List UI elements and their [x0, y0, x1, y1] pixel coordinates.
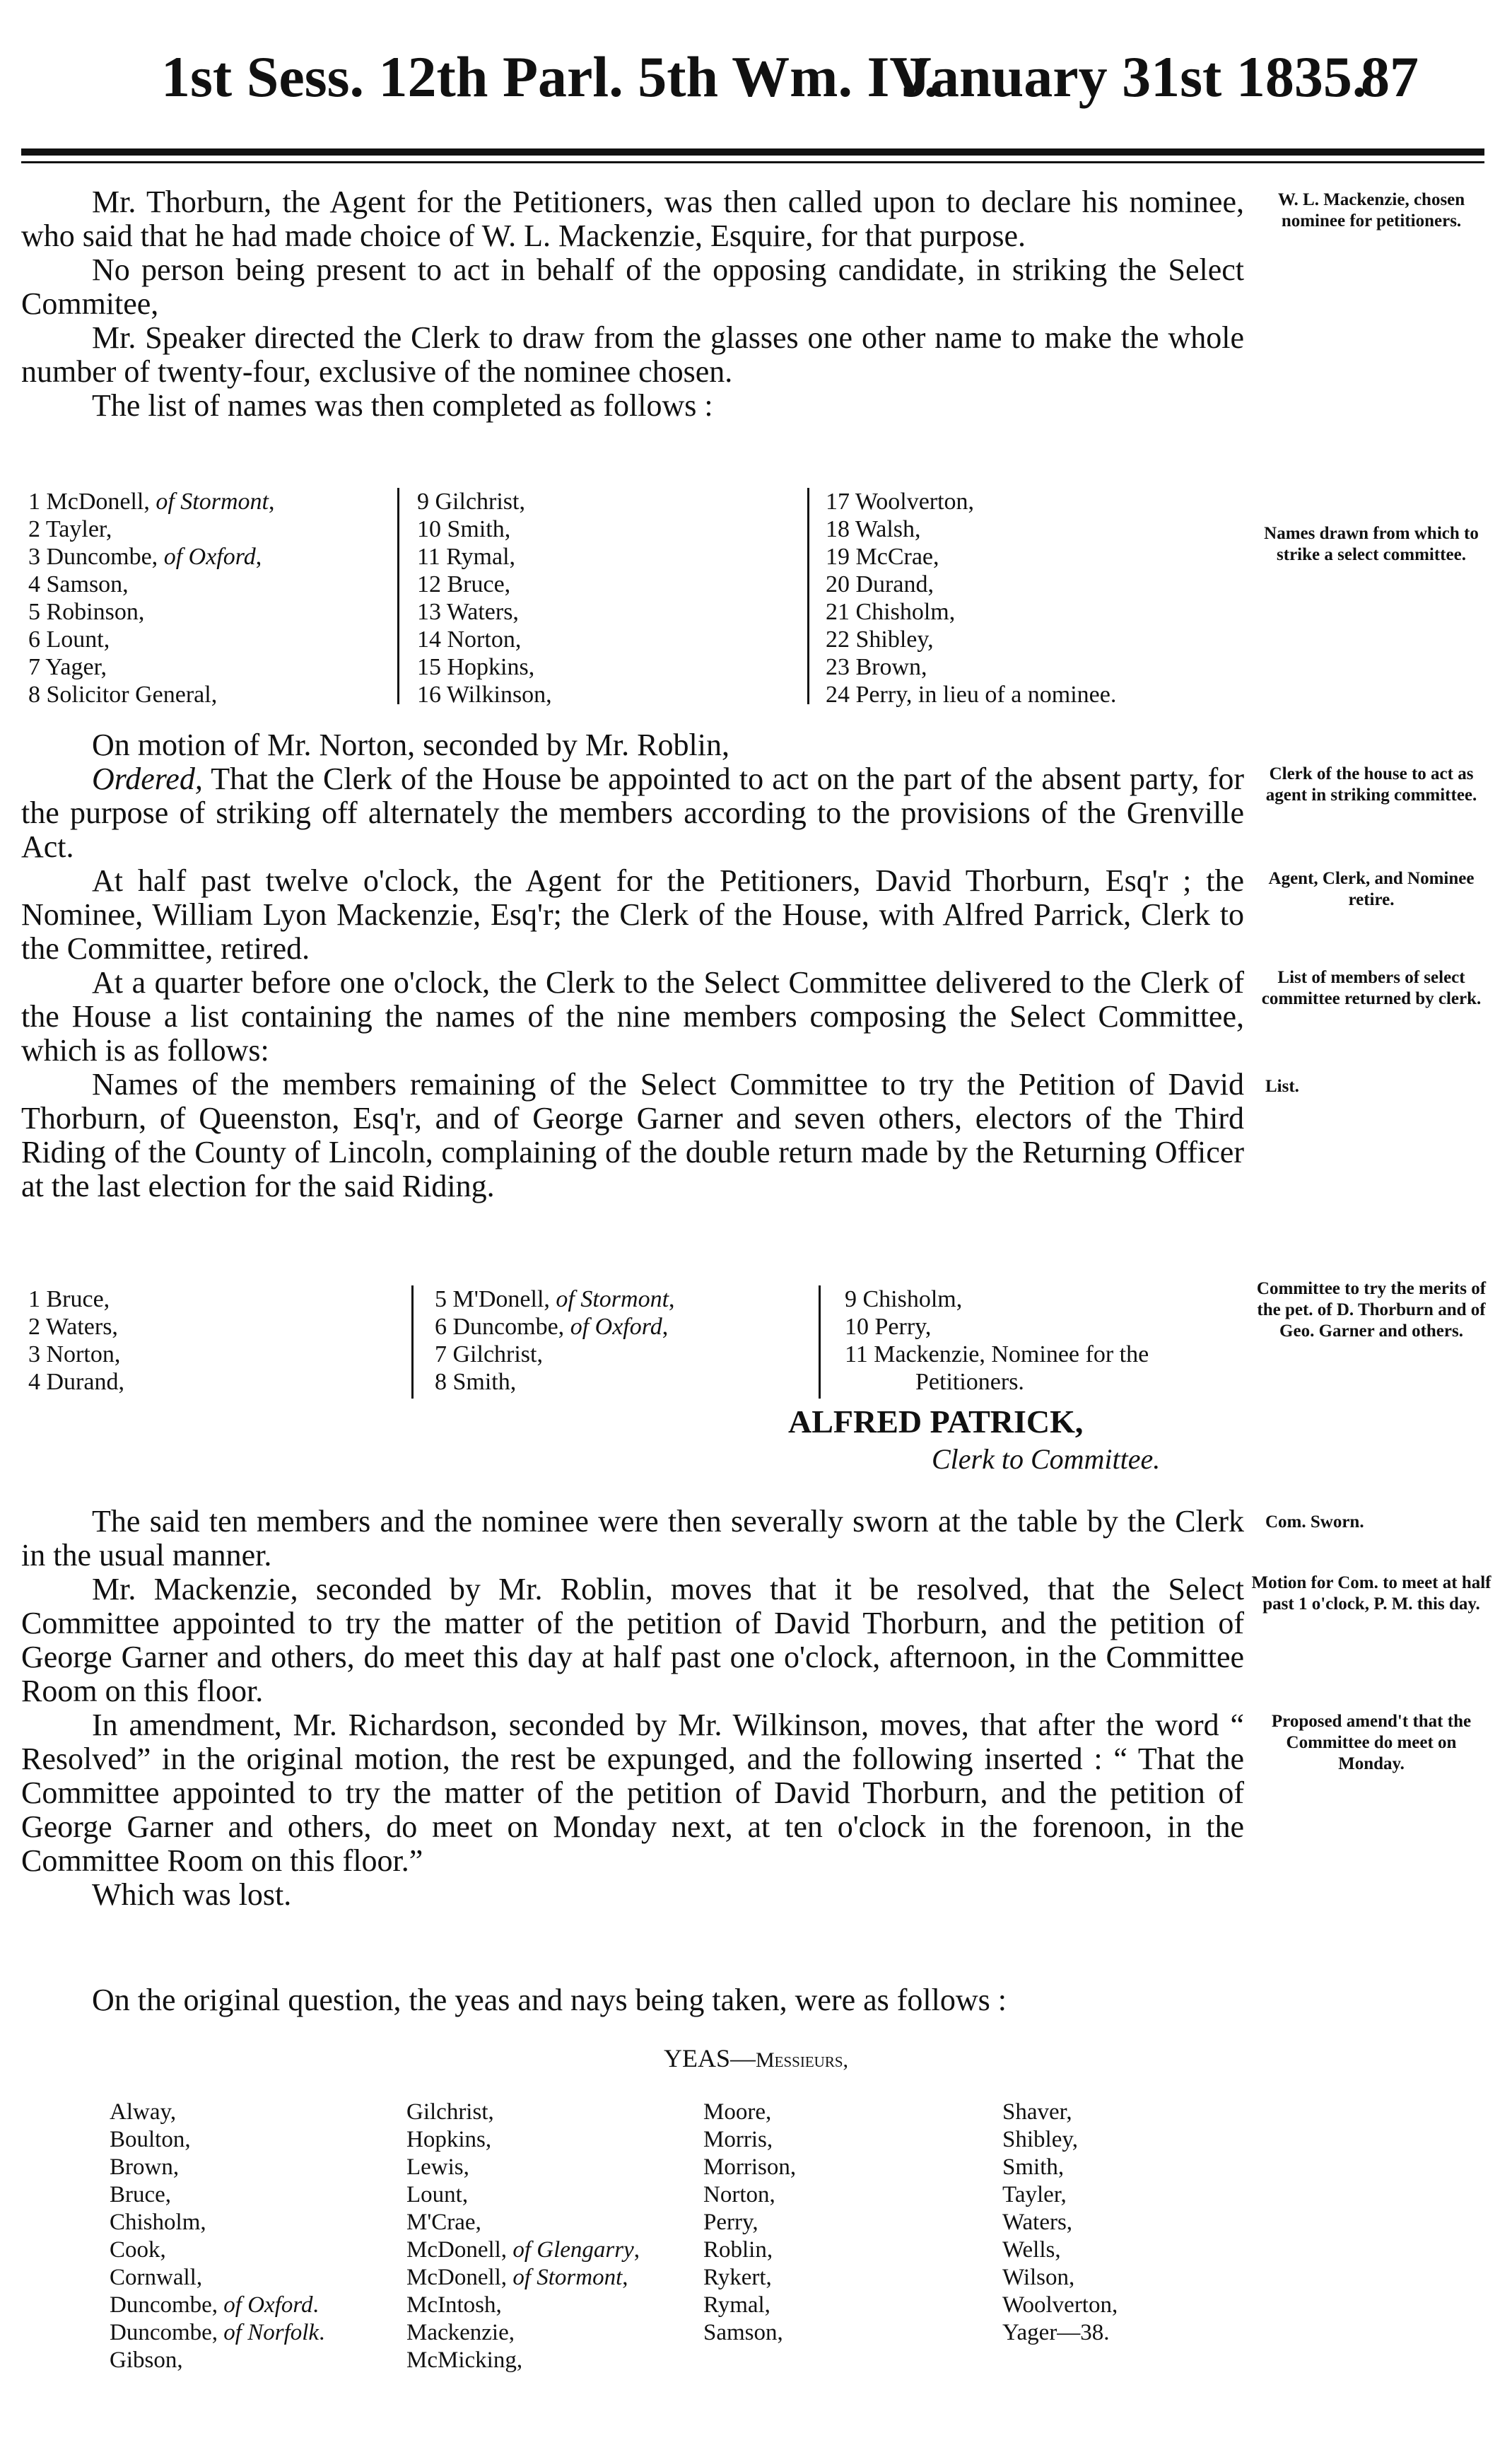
list-item: 11 Mackenzie, Nominee for the: [845, 1341, 1149, 1367]
list-item: 1 Bruce,: [28, 1286, 110, 1312]
list-item: 3 Norton,: [28, 1341, 121, 1367]
list-item: 19 McCrae,: [826, 544, 939, 570]
list-item: 3 Duncombe, of Oxford,: [28, 544, 262, 570]
list-item: 9 Chisholm,: [845, 1286, 963, 1312]
list-item: 15 Hopkins,: [417, 654, 535, 680]
list-item: 21 Chisholm,: [826, 599, 956, 625]
margin-note-nominee: W. L. Mackenzie, chosen nominee for petitioners.: [1277, 190, 1465, 231]
yeas-col3: [703, 2099, 796, 2347]
list-item: Rymal,: [703, 2292, 770, 2318]
list-item: Waters,: [1002, 2210, 1073, 2235]
yeas-col1: [110, 2099, 324, 2374]
list-divider: [397, 488, 399, 704]
list-item: 6 Lount,: [28, 626, 110, 653]
list-item: 9 Gilchrist,: [417, 489, 525, 515]
motion-text: [21, 728, 1244, 1203]
margin-note-list: List.: [1265, 1077, 1299, 1096]
yeas-messieurs: Messieurs,: [755, 2048, 849, 2072]
list-item: Tayler,: [1002, 2182, 1067, 2207]
list-item: 2 Tayler,: [28, 516, 112, 542]
list-item: Samson,: [703, 2320, 783, 2345]
paragraph-original-question: On the original question, the yeas and nays being taken, were as follows :: [92, 1983, 1007, 2017]
header-rule-thin: [21, 161, 1484, 163]
ordered-lead: Ordered,: [92, 762, 203, 796]
list-item: 4 Durand,: [28, 1369, 124, 1395]
list-item: M'Crae,: [406, 2210, 481, 2235]
list-item: McMicking,: [406, 2347, 523, 2373]
committee-list-col1: [28, 1285, 124, 1396]
session-title: 1st Sess. 12th Parl. 5th Wm. IV.: [161, 45, 939, 109]
list-item: Moore,: [703, 2099, 772, 2125]
ordered-body: That the Clerk of the House be appointed to act on the part of the absent party, for the purpose of striking off alternately the members according to the provisions of the Grenville Act.: [21, 762, 1244, 864]
list-item: Woolverton,: [1002, 2292, 1118, 2318]
list-item: Morris,: [703, 2127, 773, 2152]
paragraph-nominee: Mr. Thorburn, the Agent for the Petitioners, was then called upon to declare his nominee, who said that he had made choice of W. L. Mackenzie, Esquire, for that purpose.: [21, 185, 1244, 253]
list-item: 12 Bruce,: [417, 571, 511, 597]
list-item: 1 McDonell, of Stormont,: [28, 489, 275, 515]
margin-note-names-drawn: Names drawn from which to strike a select committee.: [1264, 524, 1479, 564]
list-divider: [411, 1285, 414, 1399]
yeas-label: YEAS—: [663, 2044, 756, 2072]
list-item: 22 Shibley,: [826, 626, 934, 653]
signature-name: ALFRED PATRICK,: [788, 1404, 1084, 1440]
list-item: 8 Solicitor General,: [28, 682, 218, 708]
list-item: 2 Waters,: [28, 1314, 118, 1340]
list-item: Hopkins,: [406, 2127, 492, 2152]
original-question-text: [21, 1983, 1244, 2017]
list-item: 18 Walsh,: [826, 516, 921, 542]
sworn-text: [21, 1505, 1244, 1912]
margin-note-retire: Agent, Clerk, and Nominee retire.: [1268, 869, 1475, 909]
list-item: 10 Smith,: [417, 516, 511, 542]
list-item: McDonell, of Glengarry,: [406, 2237, 640, 2263]
list-divider: [819, 1285, 821, 1399]
margin-note-sworn: Com. Sworn.: [1265, 1512, 1364, 1532]
list-item: Lewis,: [406, 2154, 469, 2180]
list-item: Boulton,: [110, 2127, 191, 2152]
list-item: 13 Waters,: [417, 599, 519, 625]
list-item: Brown,: [110, 2154, 180, 2180]
list-item: Morrison,: [703, 2154, 797, 2180]
paragraph-no-person: No person being present to act in behalf of the opposing candidate, in striking the Select Commitee,: [21, 252, 1244, 321]
paragraph-sworn: The said ten members and the nominee were then severally sworn at the table by the Clerk in the usual manner.: [21, 1504, 1244, 1573]
list-item: Shaver,: [1002, 2099, 1072, 2125]
margin-note-motion-half-past: Motion for Com. to meet at half past 1 o'clock, P. M. this day.: [1251, 1573, 1492, 1614]
list-item: 20 Durand,: [826, 571, 934, 597]
list-item: Duncombe, of Oxford.: [110, 2292, 319, 2318]
margin-note-amendment-monday: Proposed amend't that the Committee do meet on Monday.: [1271, 1712, 1472, 1773]
committee-list-col2: [435, 1285, 675, 1396]
list-item: Wells,: [1002, 2237, 1061, 2263]
list-item: Shibley,: [1002, 2127, 1078, 2152]
page-header: [0, 44, 1512, 115]
signature-title: Clerk to Committee.: [932, 1443, 1161, 1475]
yeas-col2: [406, 2099, 640, 2374]
list-item: Alway,: [110, 2099, 177, 2125]
list-item: Bruce,: [110, 2182, 172, 2207]
list-item: 4 Samson,: [28, 571, 129, 597]
names-list-col3: [826, 488, 1116, 708]
list-item: Duncombe, of Norfolk.: [110, 2320, 325, 2345]
list-item: Rykert,: [703, 2265, 772, 2290]
paragraph-ordered: [21, 762, 1244, 864]
list-item: Gibson,: [110, 2347, 183, 2373]
paragraph-retired: At half past twelve o'clock, the Agent for the Petitioners, David Thorburn, Esq'r ; the Nominee, William Lyon Mackenzie, Esq'r; the Clerk of the House, with Alfred Parrick, Clerk to the Committee, retired.: [21, 863, 1244, 966]
list-item: McDonell, of Stormont,: [406, 2265, 628, 2290]
names-list-col1: [28, 488, 274, 708]
opening-text: [21, 185, 1244, 423]
paragraph-motion-norton: On motion of Mr. Norton, seconded by Mr. Roblin,: [92, 728, 729, 762]
list-item: 11 Rymal,: [417, 544, 516, 570]
header-rule-thick: [21, 148, 1484, 156]
list-item: 5 Robinson,: [28, 599, 145, 625]
list-item: 23 Brown,: [826, 654, 927, 680]
list-item: 24 Perry, in lieu of a nominee.: [826, 682, 1117, 708]
paragraph-amendment: In amendment, Mr. Richardson, seconded by Mr. Wilkinson, moves, that after the word “ Resolved” in the original motion, the rest be expunged, and the following inserted : “ That the Committee appointed to try the matter of the petition of David Thorburn, and the petition of George Garner and others, do meet on Monday next, at ten o'clock in the forenoon, in the Committee Room on this floor.”: [21, 1708, 1244, 1878]
list-item: Wilson,: [1002, 2265, 1075, 2290]
margin-note-committee-merits: Committee to try the merits of the pet. of D. Thorburn and of Geo. Garner and others.: [1256, 1279, 1487, 1341]
margin-note-clerk-agent: Clerk of the house to act as agent in striking committee.: [1265, 764, 1477, 805]
list-item: McIntosh,: [406, 2292, 502, 2318]
list-divider: [807, 488, 809, 704]
list-item: Chisholm,: [110, 2210, 206, 2235]
list-item: 17 Woolverton,: [826, 489, 975, 515]
list-item: 7 Gilchrist,: [435, 1341, 543, 1367]
names-list-col2: [417, 488, 552, 708]
list-item: Perry,: [703, 2210, 758, 2235]
list-item: 14 Norton,: [417, 626, 522, 653]
page-number: 87: [1361, 45, 1419, 109]
paragraph-list-intro: The list of names was then completed as follows :: [92, 388, 713, 423]
list-item: 6 Duncombe, of Oxford,: [435, 1314, 669, 1340]
list-item: Cornwall,: [110, 2265, 203, 2290]
list-item: Smith,: [1002, 2154, 1065, 2180]
yeas-col4: [1002, 2099, 1118, 2347]
list-item: 5 M'Donell, of Stormont,: [435, 1286, 675, 1312]
list-item: Yager—38.: [1002, 2320, 1110, 2345]
paragraph-quarter-before: At a quarter before one o'clock, the Clerk to the Select Committee delivered to the Clerk of the House a list containing the names of the nine members composing the Select Committee, which is as follows:: [21, 965, 1244, 1068]
list-item: 7 Yager,: [28, 654, 107, 680]
paragraph-mackenzie-motion: Mr. Mackenzie, seconded by Mr. Roblin, moves that it be resolved, that the Select Committee appointed to try the matter of the petition of David Thorburn, and the petition of George Garner and others, do meet this day at half past one o'clock, afternoon, in the Committee Room on this floor.: [21, 1572, 1244, 1708]
list-item: Norton,: [703, 2182, 775, 2207]
list-item: 16 Wilkinson,: [417, 682, 552, 708]
list-item: Gilchrist,: [406, 2099, 494, 2125]
list-item: Petitioners.: [915, 1369, 1024, 1395]
paragraph-speaker: Mr. Speaker directed the Clerk to draw from the glasses one other name to make the whole number of twenty-four, exclusive of the nominee chosen.: [21, 320, 1244, 389]
list-item: Cook,: [110, 2237, 166, 2263]
committee-list-col3: [845, 1285, 1149, 1396]
list-item: Mackenzie,: [406, 2320, 515, 2345]
paragraph-names-remaining: Names of the members remaining of the Select Committee to try the Petition of David Thorburn, of Queenston, Esq'r, and of George Garner and seven others, electors of the Third Riding of the County of Lincoln, complaining of the double return made by the Returning Officer at the last election for the said Riding.: [21, 1067, 1244, 1203]
yeas-heading: [0, 2043, 1512, 2073]
list-item: Lount,: [406, 2182, 469, 2207]
page-date: January 31st 1835.: [901, 45, 1367, 109]
paragraph-lost: Which was lost.: [92, 1877, 292, 1912]
list-item: Roblin,: [703, 2237, 773, 2263]
list-item: 10 Perry,: [845, 1314, 932, 1340]
list-item: 8 Smith,: [435, 1369, 517, 1395]
margin-note-list-returned: List of members of select committee returned by clerk.: [1261, 968, 1482, 1008]
